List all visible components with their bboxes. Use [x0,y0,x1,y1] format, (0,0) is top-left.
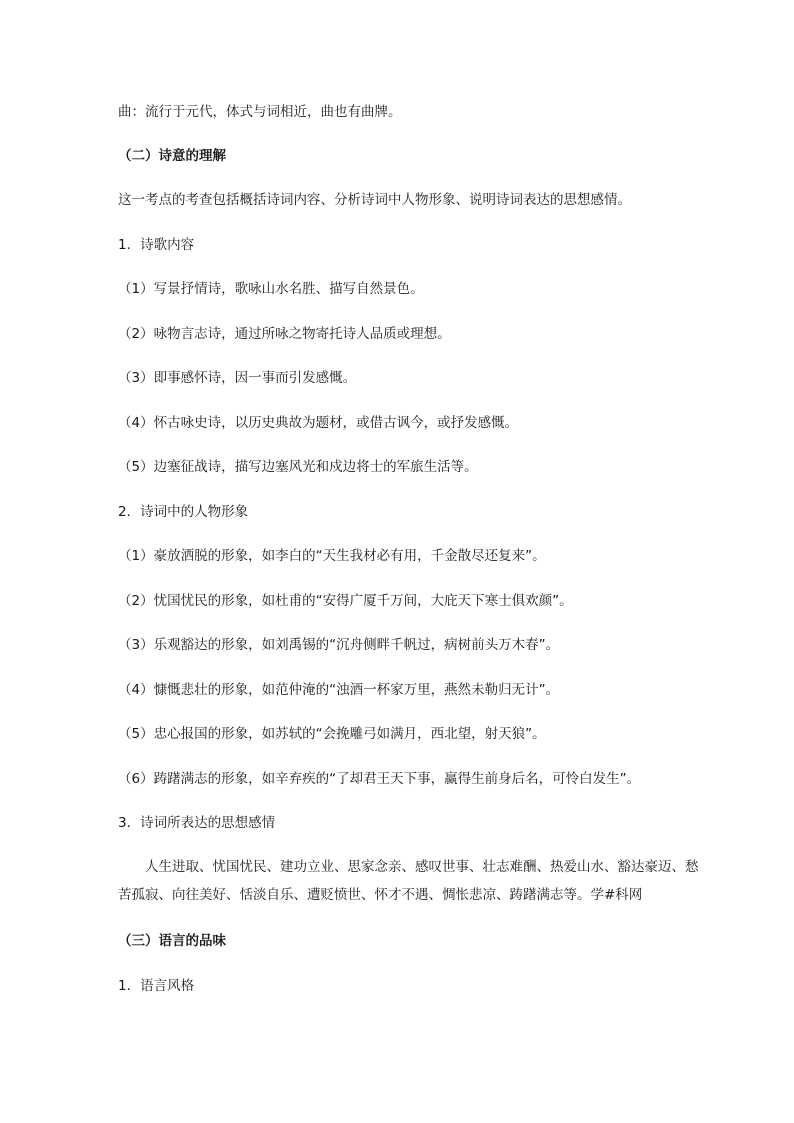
text-line-qu-definition: 曲：流行于元代，体式与词相近，曲也有曲牌。 [118,104,402,120]
list-item: （1）豪放洒脱的形象，如李白的“天生我材必有用，千金散尽还复来”。 [118,548,546,564]
list-item: （5）忠心报国的形象，如苏轼的“会挽雕弓如满月，西北望，射天狼”。 [118,726,546,742]
list-item: （3）乐观豁达的形象，如刘禹锡的“沉舟侧畔千帆过，病树前头万木春”。 [118,637,560,653]
list-item: （1）写景抒情诗，歌咏山水名胜、描写自然景色。 [118,281,424,297]
subheading-poem-content: 1．诗歌内容 [118,237,195,253]
list-item: （6）踌躇满志的形象，如辛弃疾的“了却君王天下事，赢得生前身后名，可怜白发生”。 [118,771,641,787]
paragraph-emotions-list: 人生进取、忧国忧民、建功立业、思家念亲、感叹世事、壮志难酬、热爱山水、豁达豪迈、愁苦孤寂、向往美好、恬淡自乐、遭贬愤世、怀才不遇、惆怅悲凉、踌躇满志等。学#科网 [118,859,699,903]
subheading-emotions: 3．诗词所表达的思想感情 [118,815,276,831]
list-item: （5）边塞征战诗，描写边塞风光和戍边将士的军旅生活等。 [118,459,478,475]
subheading-language-style: 1．语言风格 [118,978,195,994]
text-line-intro: 这一考点的考查包括概括诗词内容、分析诗词中人物形象、说明诗词表达的思想感情。 [118,192,631,208]
list-item: （3）即事感怀诗，因一事而引发感慨。 [118,370,357,386]
list-item: （4）慷慨悲壮的形象，如范仲淹的“浊酒一杯家万里，燕然未勒归无计”。 [118,682,560,698]
list-item: （2）忧国忧民的形象，如杜甫的“安得广厦千万间，大庇天下寒士俱欢颜”。 [118,593,573,609]
list-item: （4）怀古咏史诗，以历史典故为题材，或借古讽今，或抒发感慨。 [118,415,519,431]
subheading-character-images: 2．诗词中的人物形象 [118,504,249,520]
section-heading-language: （三）语言的品味 [118,933,226,949]
section-heading-poem-meaning: （二）诗意的理解 [118,148,226,164]
list-item: （2）咏物言志诗，通过所咏之物寄托诗人品质或理想。 [118,326,451,342]
